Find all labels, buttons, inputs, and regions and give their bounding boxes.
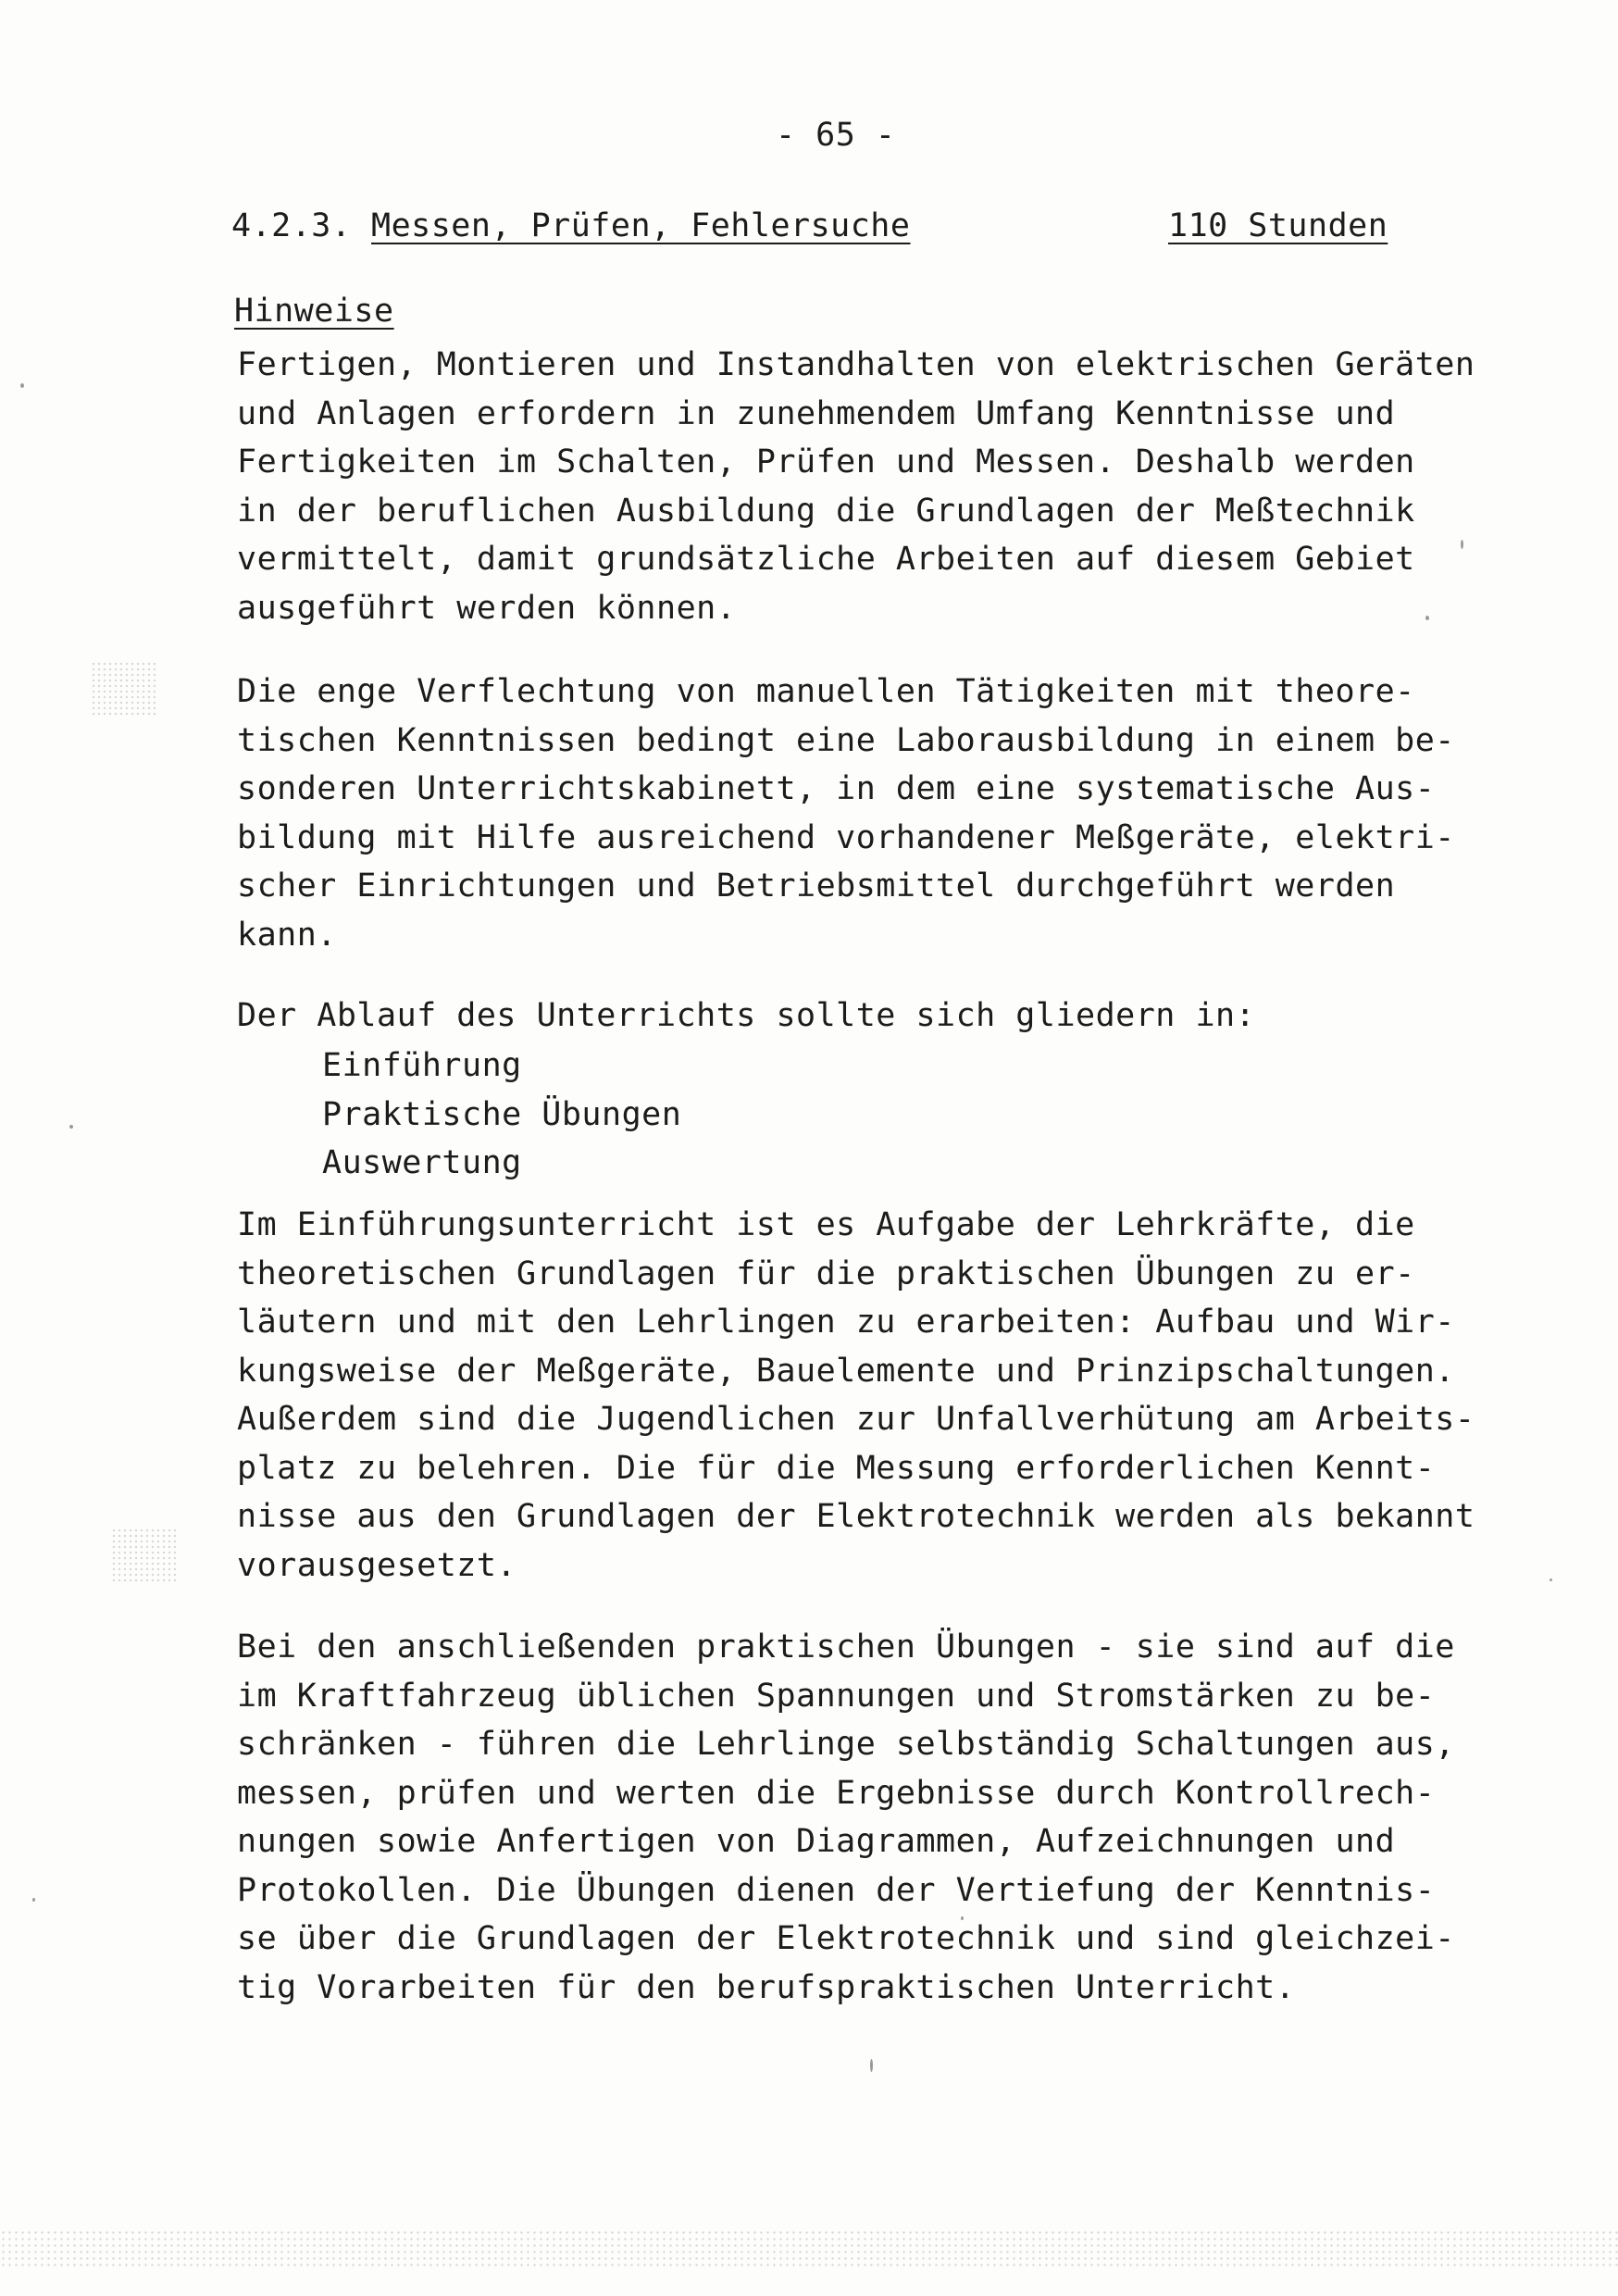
section-number: 4.2.3. — [231, 207, 352, 244]
scan-speck — [1550, 1578, 1552, 1581]
scan-speck — [69, 1125, 73, 1129]
subheading: Hinweise — [234, 293, 394, 330]
section-title: Messen, Prüfen, Fehlersuche — [371, 207, 911, 244]
paragraph-2 — [237, 668, 1496, 959]
text-line: tischen Kenntnissen bedingt eine Laborausbildung in einem be- — [237, 721, 1455, 759]
text-line: vorausgesetzt. — [237, 1546, 517, 1584]
list-item: Einführung — [322, 1047, 522, 1084]
scan-noise-bottom — [0, 2229, 1618, 2266]
scan-speck — [32, 1898, 35, 1902]
text-line: und Anlagen erfordern in zunehmendem Umfang Kenntnisse und — [237, 394, 1396, 432]
text-line: vermittelt, damit grundsätzliche Arbeiten auf diesem Gebiet — [237, 541, 1415, 578]
paragraph-4 — [237, 1201, 1496, 1590]
text-line: bildung mit Hilfe ausreichend vorhandener Meßgeräte, elektri- — [237, 818, 1455, 856]
text-line: scher Einrichtungen und Betriebsmittel durchgeführt werden — [237, 867, 1396, 905]
text-line: kann. — [237, 916, 337, 954]
text-line: Fertigen, Montieren und Instandhalten von elektrischen Geräten — [237, 346, 1475, 383]
text-line: läutern und mit den Lehrlingen zu erarbeiten: Aufbau und Wir- — [237, 1304, 1455, 1341]
page-number: - 65 - — [776, 117, 896, 154]
text-line: Bei den anschließenden praktischen Übungen - sie sind auf die — [237, 1628, 1455, 1666]
text-line: Fertigkeiten im Schalten, Prüfen und Messen. Deshalb werden — [237, 443, 1415, 480]
text-line: tig Vorarbeiten für den berufspraktischen Unterricht. — [237, 1968, 1296, 2006]
text-line: ausgeführt werden können. — [237, 589, 737, 627]
scan-noise-left-top — [91, 661, 156, 717]
scan-noise-left-mid — [111, 1528, 176, 1583]
text-line: im Kraftfahrzeug üblichen Spannungen und Stromstärken zu be- — [237, 1677, 1436, 1715]
paragraph-3 — [237, 992, 1496, 1041]
scan-speck — [870, 2059, 873, 2072]
text-line: theoretischen Grundlagen für die praktischen Übungen zu er- — [237, 1254, 1415, 1292]
list-item: Auswertung — [322, 1144, 522, 1181]
section-heading — [231, 202, 910, 250]
phase-list — [322, 1042, 681, 1188]
text-line: Außerdem sind die Jugendlichen zur Unfallverhütung am Arbeits- — [237, 1401, 1475, 1438]
list-item: Praktische Übungen — [322, 1095, 682, 1133]
text-line: schränken - führen die Lehrlinge selbständig Schaltungen aus, — [237, 1726, 1455, 1763]
text-line: Protokollen. Die Übungen dienen der Vertiefung der Kenntnis- — [237, 1871, 1436, 1909]
text-line: Die enge Verflechtung von manuellen Tätigkeiten mit theore- — [237, 673, 1415, 710]
text-line: nisse aus den Grundlagen der Elektrotechnik werden als bekannt — [237, 1498, 1475, 1535]
section-hours: 110 Stunden — [1168, 207, 1388, 244]
text-line: se über die Grundlagen der Elektrotechnik und sind gleichzei- — [237, 1920, 1455, 1957]
paragraph-1 — [237, 341, 1496, 632]
scan-speck — [20, 383, 24, 388]
paragraph-5 — [237, 1623, 1496, 2012]
text-line: platz zu belehren. Die für die Messung erforderlichen Kennt- — [237, 1449, 1436, 1487]
text-line: Im Einführungsunterricht ist es Aufgabe der Lehrkräfte, die — [237, 1206, 1415, 1243]
text-line: in der beruflichen Ausbildung die Grundlagen der Meßtechnik — [237, 492, 1415, 530]
text-line: sonderen Unterrichtskabinett, in dem eine systematische Aus- — [237, 770, 1436, 807]
text-line: messen, prüfen und werten die Ergebnisse durch Kontrollrech- — [237, 1774, 1436, 1812]
text-line: kungsweise der Meßgeräte, Bauelemente und Prinzipschaltungen. — [237, 1352, 1455, 1390]
text-line: nungen sowie Anfertigen von Diagrammen, Aufzeichnungen und — [237, 1823, 1396, 1860]
text-line: Der Ablauf des Unterrichts sollte sich gliedern in: — [237, 997, 1256, 1034]
